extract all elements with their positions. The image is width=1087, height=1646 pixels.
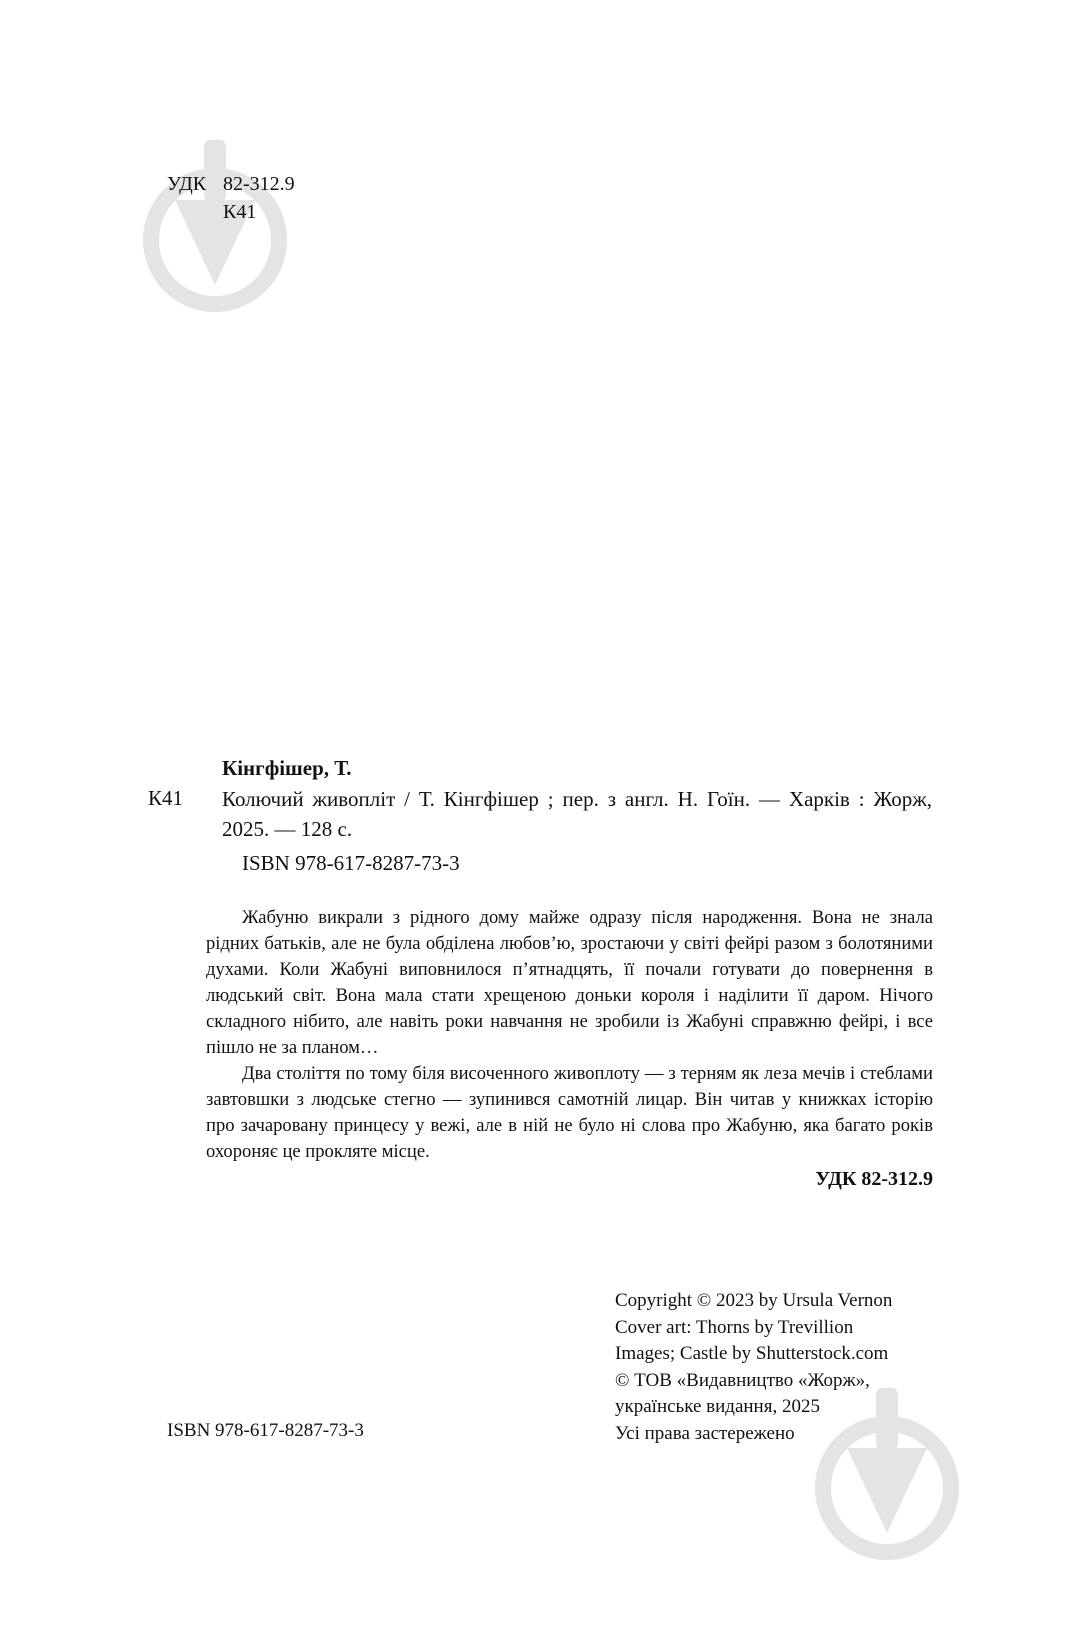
author-mark-code: К41 <box>223 201 257 223</box>
copyright-line: © ТОВ «Видавництво «Жорж», <box>615 1369 870 1391</box>
udk-value: 82-312.9 <box>223 173 295 195</box>
annotation-paragraph: Два століття по тому біля височенного живоплоту — з терням як леза мечів і стеблами завтовшки з людське стегно — зупинився самотній лицар. Він читав у книжках історію про зачаровану принцесу у вежі, але в ній не було ні слова про Жабуню, яка багато років охороняє це прокляте місце. <box>206 1063 933 1162</box>
copyright-line: Images; Castle by Shutterstock.com <box>615 1343 889 1364</box>
author-heading: Кінгфішер, Т. <box>222 756 352 780</box>
copyright-line: українське видання, 2025 <box>615 1396 820 1417</box>
download-watermark-icon <box>140 140 290 320</box>
annotation <box>206 905 933 1165</box>
copyright-line: Copyright © 2023 by Ursula Vernon <box>615 1290 893 1311</box>
record-isbn: ISBN 978-617-8287-73-3 <box>242 851 460 875</box>
bibliographic-description: Колючий живопліт / Т. Кінгфішер ; пер. з англ. Н. Гоїн. — Харків : Жорж, 2025. — 128 с. <box>222 787 932 841</box>
author-mark-left: К41 <box>148 786 184 810</box>
copyright-line: Cover art: Thorns by Trevillion <box>615 1316 854 1338</box>
annotation-paragraph: Жабуню викрали з рідного дому майже одразу після народження. Вона не знала рідних батьків, але не була обділена любов’ю, зростаючи у світі фейрі разом з болотяними духами. Коли Жабуні виповнилося п’ятнадцять, її почали готувати до повернення в людський світ. Вона мала стати хрещеною доньки короля і наділити її даром. Нічого складного нібито, але навіть роки навчання не зробили із Жабуні справжню фейрі, і все пішло не за планом… <box>206 907 933 1058</box>
copyright-line: Усі права застережено <box>615 1422 795 1444</box>
udk-label: УДК <box>167 173 207 195</box>
udk-bottom-label: УДК 82-312.9 <box>815 1168 933 1190</box>
udk-classification <box>167 170 295 226</box>
isbn-footer: ISBN 978-617-8287-73-3 <box>167 1420 364 1441</box>
copyright-block <box>615 1288 892 1447</box>
